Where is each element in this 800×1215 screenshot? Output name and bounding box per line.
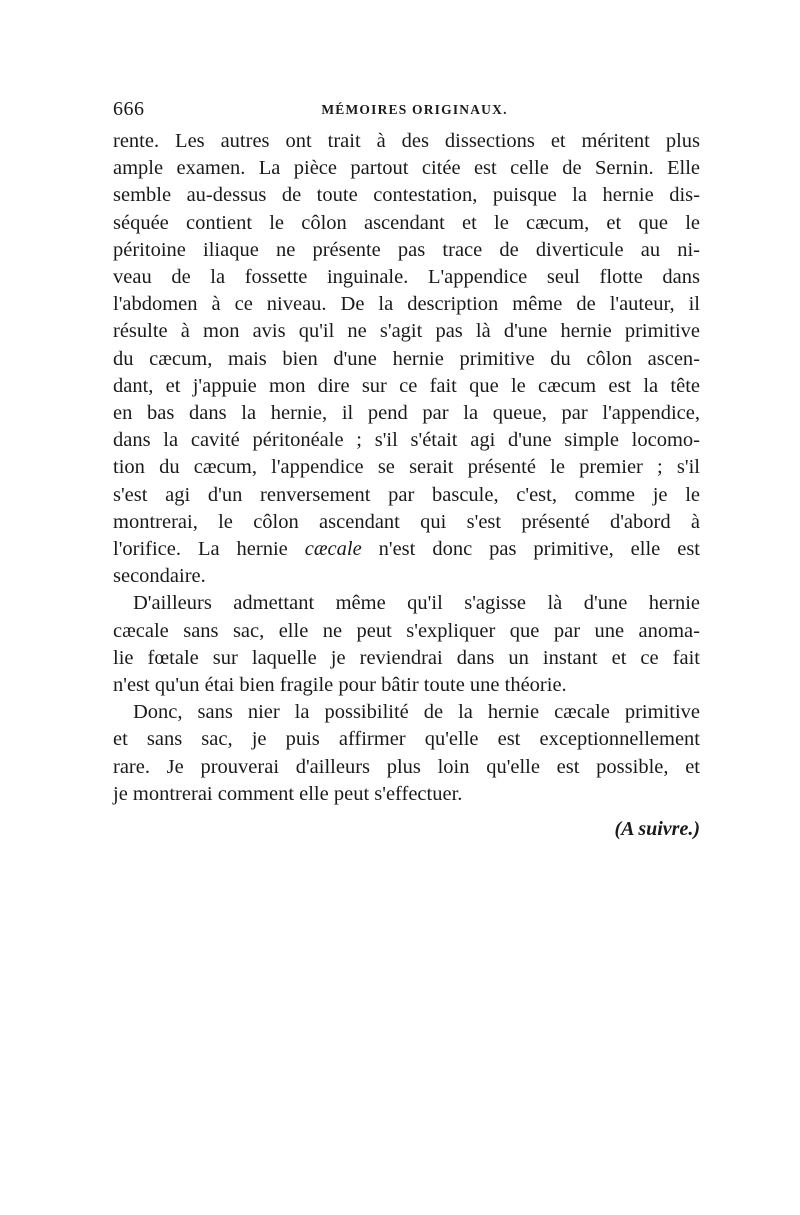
text-line: du cæcum, mais bien d'une hernie primitive du côlon ascen- xyxy=(113,347,700,370)
paragraph-3 xyxy=(113,699,700,808)
running-head: MÉMOIRES ORIGINAUX. xyxy=(321,102,508,117)
text-line: secondaire. xyxy=(113,565,206,588)
text-line: dans la cavité péritonéale ; s'il s'était agi d'une simple locomo- xyxy=(113,429,700,452)
text-line: lie fœtale sur laquelle je reviendrai dans un instant et ce fait xyxy=(113,646,700,669)
text-line: et sans sac, je puis affirmer qu'elle est exceptionnellement xyxy=(113,728,700,751)
text-line: dant, et j'appuie mon dire sur ce fait que le cæcum est la tête xyxy=(113,374,700,397)
text-line: n'est qu'un étai bien fragile pour bâtir toute une théorie. xyxy=(113,674,567,697)
text-line: Donc, sans nier la possibilité de la hernie cæcale primitive xyxy=(133,701,700,724)
text-line: D'ailleurs admettant même qu'il s'agisse là d'une hernie xyxy=(133,592,700,615)
text-line: je montrerai comment elle peut s'effectuer. xyxy=(113,782,463,805)
text-line: veau de la fossette inguinale. L'appendice seul flotte dans xyxy=(113,266,700,289)
text-line: tion du cæcum, l'appendice se serait présenté le premier ; s'il xyxy=(113,456,700,479)
text-line: ample examen. La pièce partout citée est celle de Sernin. Elle xyxy=(113,157,700,180)
text-segment: l'orifice. La hernie xyxy=(113,538,305,561)
text-line: résulte à mon avis qu'il ne s'agit pas là d'une hernie primitive xyxy=(113,320,700,343)
italic-term: cæcale xyxy=(304,538,362,561)
body-text xyxy=(113,128,700,808)
text-segment: n'est donc pas primitive, elle est xyxy=(361,538,700,561)
page-header xyxy=(113,96,700,126)
text-line: rare. Je prouverai d'ailleurs plus loin qu'elle est possible, et xyxy=(113,755,700,778)
continuation-note: (A suivre.) xyxy=(614,818,700,840)
text-line: l'abdomen à ce niveau. De la description même de l'auteur, il xyxy=(113,293,700,316)
paragraph-2 xyxy=(113,590,700,699)
text-line: rente. Les autres ont trait à des dissections et méritent plus xyxy=(113,130,700,152)
text-line xyxy=(113,536,700,563)
text-line: en bas dans la hernie, il pend par la queue, par l'appendice, xyxy=(113,402,700,425)
paragraph-1 xyxy=(113,128,700,590)
text-line: cæcale sans sac, elle ne peut s'expliquer que par une anoma- xyxy=(113,619,700,642)
text-line: s'est agi d'un renversement par bascule, c'est, comme je le xyxy=(113,483,700,506)
text-line: semble au-dessus de toute contestation, puisque la hernie dis- xyxy=(113,184,700,207)
text-line: péritoine iliaque ne présente pas trace de diverticule au ni- xyxy=(113,238,700,261)
page-number: 666 xyxy=(113,98,145,120)
text-line: séquée contient le côlon ascendant et le cæcum, et que le xyxy=(113,211,700,234)
text-line: montrerai, le côlon ascendant qui s'est présenté d'abord à xyxy=(113,510,700,533)
